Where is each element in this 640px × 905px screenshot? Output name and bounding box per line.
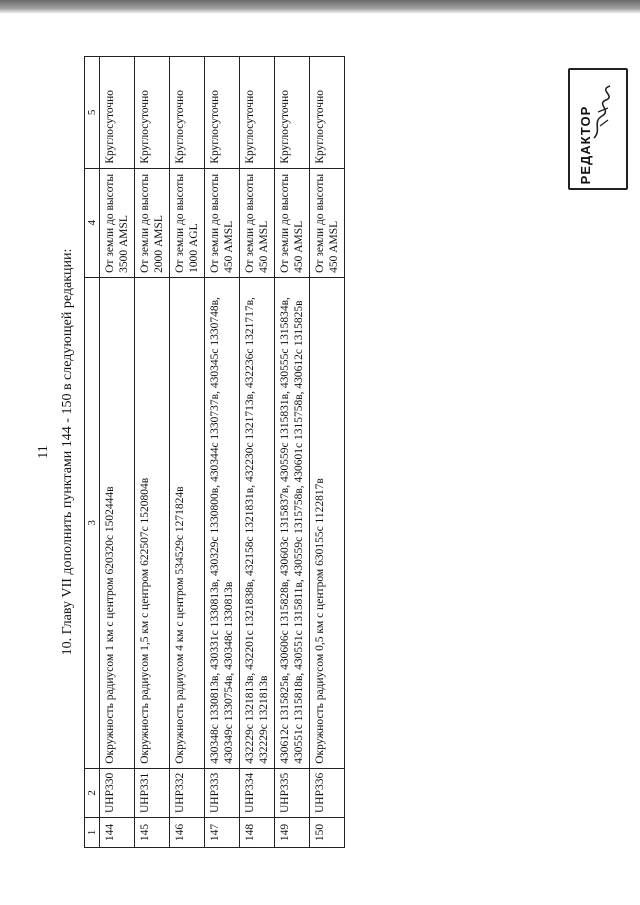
table-row bbox=[310, 57, 345, 848]
zone-altitude: От земли до высоты 450 AMSL bbox=[205, 168, 240, 277]
table-row bbox=[205, 57, 240, 848]
zone-time: Круглосуточно bbox=[310, 57, 345, 169]
zone-boundary: Окружность радиусом 0,5 км с центром 630155с 1122817в bbox=[310, 277, 345, 768]
editor-stamp bbox=[568, 68, 628, 190]
scan-edge bbox=[0, 0, 640, 14]
zone-boundary: 430612с 1315825в, 430606с 1315828в, 430603с 1315837в, 430559с 1315831в, 430555с 1315834в, 430551с 1315818в, 430551с 1315811в, 430559с 1315758в, 430601с 1315758в, 430612с 1315825в bbox=[275, 277, 310, 768]
zone-boundary: Окружность радиусом 4 км с центром 534529с 1271824в bbox=[170, 277, 205, 768]
zone-time: Круглосуточно bbox=[205, 57, 240, 169]
table-row bbox=[135, 57, 170, 848]
row-number: 144 bbox=[100, 818, 135, 848]
column-header-3: 3 bbox=[85, 277, 100, 768]
page-number: 11 bbox=[36, 445, 51, 459]
zone-boundary: 430348с 1330813в, 430331с 1330813в, 430329с 1330800в, 430344с 1330737в, 430345с 1330748в, 430349с 1330754в, 430348с 1330813в bbox=[205, 277, 240, 768]
table-row bbox=[240, 57, 275, 848]
airspace-table bbox=[84, 56, 345, 848]
zone-code: UHP336 bbox=[310, 768, 345, 817]
zone-altitude: От земли до высоты 450 AMSL bbox=[275, 168, 310, 277]
column-header-5: 5 bbox=[85, 57, 100, 169]
zone-time: Круглосуточно bbox=[240, 57, 275, 169]
row-number: 146 bbox=[170, 818, 205, 848]
zone-altitude: От земли до высоты 450 AMSL bbox=[240, 168, 275, 277]
zone-time: Круглосуточно bbox=[100, 57, 135, 169]
section-heading: 10. Главу VII дополнить пунктами 144 - 150 в следующей редакции: bbox=[60, 248, 75, 656]
zone-code: UHP333 bbox=[205, 768, 240, 817]
column-header-1: 1 bbox=[85, 818, 100, 848]
zone-time: Круглосуточно bbox=[275, 57, 310, 169]
column-header-4: 4 bbox=[85, 168, 100, 277]
row-number: 150 bbox=[310, 818, 345, 848]
zone-code: UHP331 bbox=[135, 768, 170, 817]
zone-altitude: От земли до высоты 2000 AMSL bbox=[135, 168, 170, 277]
zone-boundary: Окружность радиусом 1,5 км с центром 622507с 1520804в bbox=[135, 277, 170, 768]
zone-altitude: От земли до высоты 3500 AMSL bbox=[100, 168, 135, 277]
editor-signature-icon bbox=[588, 82, 616, 142]
zone-code: UHP332 bbox=[170, 768, 205, 817]
row-number: 145 bbox=[135, 818, 170, 848]
row-number: 148 bbox=[240, 818, 275, 848]
table-row bbox=[170, 57, 205, 848]
zone-time: Круглосуточно bbox=[135, 57, 170, 169]
rotated-document-page bbox=[30, 42, 610, 862]
editor-stamp-label: РЕДАКТОР bbox=[578, 105, 593, 185]
zone-boundary: Окружность радиусом 1 км с центром 620320с 1502444в bbox=[100, 277, 135, 768]
zone-altitude: От земли до высоты 1000 AGL bbox=[170, 168, 205, 277]
table-header-row bbox=[85, 57, 100, 848]
zone-code: UHP335 bbox=[275, 768, 310, 817]
table-row bbox=[275, 57, 310, 848]
zone-time: Круглосуточно bbox=[170, 57, 205, 169]
zone-code: UHP334 bbox=[240, 768, 275, 817]
row-number: 149 bbox=[275, 818, 310, 848]
row-number: 147 bbox=[205, 818, 240, 848]
zone-boundary: 432229с 1321813в, 432201с 1321838в, 432158с 1321831в, 432230с 1321713в, 432236с 1321717в, 432229с 1321813в bbox=[240, 277, 275, 768]
zone-code: UHP330 bbox=[100, 768, 135, 817]
column-header-2: 2 bbox=[85, 768, 100, 817]
zone-altitude: От земли до высоты 450 AMSL bbox=[310, 168, 345, 277]
table-row bbox=[100, 57, 135, 848]
